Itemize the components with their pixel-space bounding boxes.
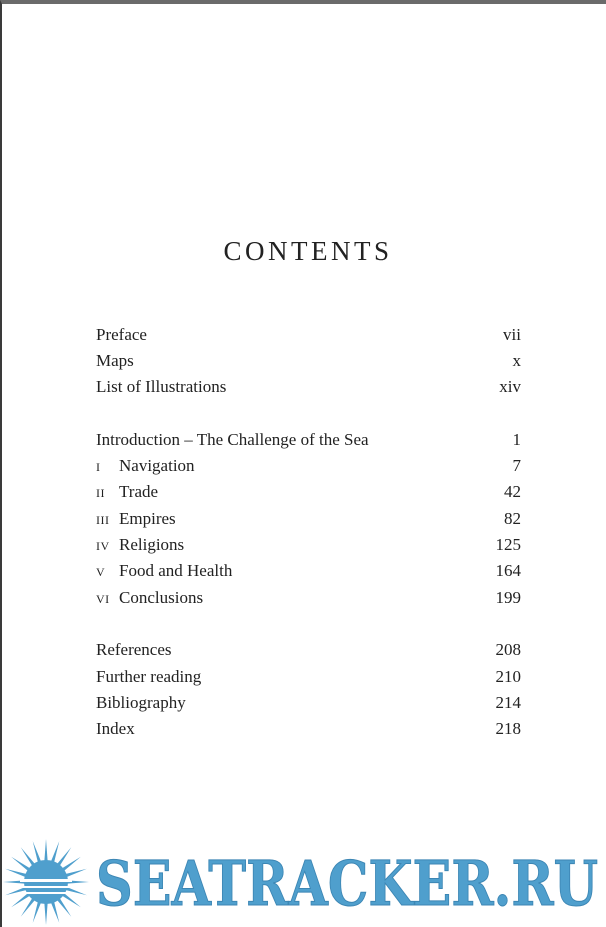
toc-entry-page: 42 xyxy=(504,482,521,501)
sun-ray xyxy=(44,902,47,925)
chapter-numeral: VI xyxy=(96,592,110,606)
toc-entry-label: Trade xyxy=(119,482,159,501)
chapter-numeral: III xyxy=(96,513,110,527)
chapter-numeral: V xyxy=(96,565,106,579)
page-title: CONTENTS xyxy=(223,236,393,266)
toc-entry-label: Further reading xyxy=(96,667,202,686)
toc-entry-label: Maps xyxy=(96,351,134,370)
toc-entry-preface[interactable] xyxy=(96,323,521,347)
toc-entry-label: Empires xyxy=(119,509,176,528)
toc-entry-page: 214 xyxy=(495,693,521,712)
toc-entry-page: 1 xyxy=(512,430,521,449)
toc-entry-page: 125 xyxy=(495,535,521,554)
toc-entry-label: Introduction – The Challenge of the Sea xyxy=(96,430,369,449)
toc-entry-chapter-1[interactable] xyxy=(96,454,521,478)
toc-entry-index[interactable] xyxy=(96,717,521,741)
toc-entry-label: Preface xyxy=(96,325,147,344)
toc-entry-chapter-2[interactable] xyxy=(96,480,521,504)
toc-entry-page: xiv xyxy=(499,377,521,396)
sun-ray xyxy=(33,900,42,922)
toc-entry-label: Bibliography xyxy=(96,693,186,712)
sun-ray xyxy=(51,841,60,863)
toc-entry-page: 82 xyxy=(504,509,521,528)
toc-entry-introduction[interactable] xyxy=(96,428,521,452)
toc-entry-label: Index xyxy=(96,719,135,738)
watermark-text: SEATRACKER.RU xyxy=(96,847,598,920)
toc-entry-page: vii xyxy=(503,325,521,344)
chapter-numeral: II xyxy=(96,486,105,500)
toc-entry-chapter-6[interactable] xyxy=(96,586,521,610)
toc-entry-page: 210 xyxy=(495,667,521,686)
sun-ray xyxy=(33,841,42,863)
toc-entry-chapter-5[interactable] xyxy=(96,559,521,583)
toc-entry-page: 218 xyxy=(495,719,521,738)
sun-over-sea-logo-icon xyxy=(3,839,89,925)
chapter-numeral: I xyxy=(96,460,101,474)
sun-ray xyxy=(51,900,60,922)
toc-entry-further-reading[interactable] xyxy=(96,665,521,689)
toc-entry-label: Religions xyxy=(119,535,185,554)
toc-entry-label: References xyxy=(96,640,172,659)
toc-entry-label: Food and Health xyxy=(119,561,233,580)
toc-entry-page: x xyxy=(512,351,521,370)
toc-entry-label: Conclusions xyxy=(119,588,204,607)
toc-entry-page: 208 xyxy=(495,640,521,659)
toc-entry-chapter-4[interactable] xyxy=(96,533,521,557)
chapter-numeral: IV xyxy=(96,539,110,553)
toc-entry-label: List of Illustrations xyxy=(96,377,227,396)
toc-entry-page: 164 xyxy=(495,561,521,580)
sun-ray xyxy=(44,839,47,862)
toc-entry-bibliography[interactable] xyxy=(96,691,521,715)
sun-ray xyxy=(64,869,86,878)
watermark xyxy=(0,838,606,927)
toc-entry-list-of-illustrations[interactable] xyxy=(96,375,521,399)
toc-entry-references[interactable] xyxy=(96,638,521,662)
toc-entry-maps[interactable] xyxy=(96,349,521,373)
sun-ray xyxy=(5,869,27,878)
toc-entry-chapter-3[interactable] xyxy=(96,507,521,531)
toc-entry-page: 7 xyxy=(512,456,521,475)
toc-entry-label: Navigation xyxy=(119,456,195,475)
toc-entry-page: 199 xyxy=(495,588,521,607)
